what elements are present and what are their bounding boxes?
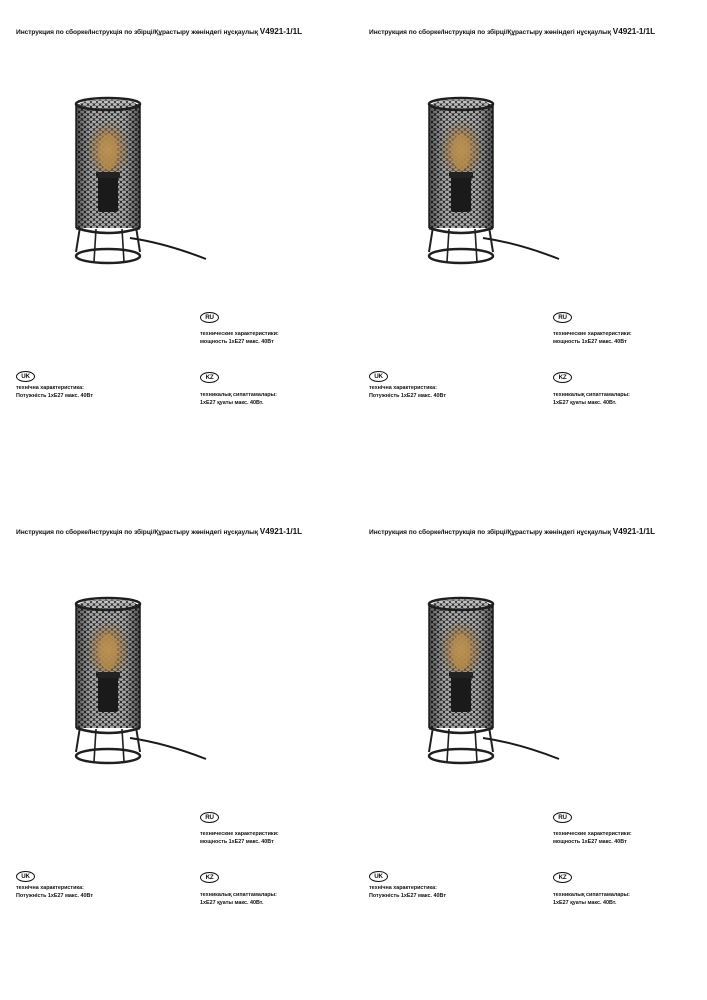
uk-spec-power: Потужність 1хЕ27 макс. 40Вт — [16, 392, 93, 399]
title-text: Инструкция по сборке/Інструкція по збірці/Құрастыру жөніндегі нұсқаулық — [369, 529, 613, 536]
uk-spec-heading: технічна характеристика: — [369, 385, 437, 391]
ru-specs — [200, 831, 279, 846]
uk-specs — [16, 885, 93, 900]
lamp-product-image — [58, 592, 208, 782]
ru-spec-power: мощность 1хЕ27 макс. 40Вт — [553, 338, 627, 345]
kz-spec-power: 1хЕ27 қуаты макс. 40Вт. — [553, 899, 617, 906]
uk-specs — [369, 885, 446, 900]
ru-spec-heading: технические характеристики: — [553, 831, 632, 837]
ru-specs — [553, 831, 632, 846]
title-text: Инструкция по сборке/Інструкція по збірці/Құрастыру жөніндегі нұсқаулық — [369, 29, 613, 36]
kz-language-badge: KZ — [553, 372, 572, 383]
panel-title — [16, 27, 302, 36]
model-number: V4921-1/1L — [259, 27, 303, 36]
uk-spec-power: Потужність 1хЕ27 макс. 40Вт — [16, 892, 93, 899]
uk-spec-power: Потужність 1хЕ27 макс. 40Вт — [369, 392, 446, 399]
kz-specs — [200, 892, 277, 907]
ru-spec-power: мощность 1хЕ27 макс. 40Вт — [200, 338, 274, 345]
uk-spec-heading: технічна характеристика: — [369, 885, 437, 891]
kz-spec-heading: техникалық сипаттамалары: — [553, 892, 630, 898]
uk-specs — [16, 385, 93, 400]
ru-language-badge: RU — [553, 812, 572, 823]
ru-spec-power: мощность 1хЕ27 макс. 40Вт — [553, 838, 627, 845]
panel-title — [369, 527, 655, 536]
uk-language-badge: UK — [16, 871, 35, 882]
ru-specs — [200, 331, 279, 346]
ru-spec-heading: технические характеристики: — [200, 831, 279, 837]
uk-spec-heading: технічна характеристика: — [16, 385, 84, 391]
ru-spec-heading: технические характеристики: — [553, 331, 632, 337]
kz-language-badge: KZ — [200, 872, 219, 883]
kz-specs — [200, 392, 277, 407]
model-number: V4921-1/1L — [612, 27, 656, 36]
instruction-panel — [0, 500, 353, 1000]
uk-spec-heading: технічна характеристика: — [16, 885, 84, 891]
uk-language-badge: UK — [369, 371, 388, 382]
kz-specs — [553, 892, 630, 907]
title-text: Инструкция по сборке/Інструкція по збірці/Құрастыру жөніндегі нұсқаулық — [16, 29, 260, 36]
instruction-panel — [353, 500, 706, 1000]
kz-spec-power: 1хЕ27 қуаты макс. 40Вт. — [200, 399, 264, 406]
kz-spec-power: 1хЕ27 қуаты макс. 40Вт. — [200, 899, 264, 906]
panel-title — [16, 527, 302, 536]
model-number: V4921-1/1L — [259, 527, 303, 536]
kz-spec-power: 1хЕ27 қуаты макс. 40Вт. — [553, 399, 617, 406]
uk-language-badge: UK — [369, 871, 388, 882]
title-text: Инструкция по сборке/Інструкція по збірці/Құрастыру жөніндегі нұсқаулық — [16, 529, 260, 536]
ru-spec-power: мощность 1хЕ27 макс. 40Вт — [200, 838, 274, 845]
lamp-product-image — [411, 92, 561, 282]
model-number: V4921-1/1L — [612, 527, 656, 536]
kz-specs — [553, 392, 630, 407]
ru-language-badge: RU — [553, 312, 572, 323]
panel-title — [369, 27, 655, 36]
kz-spec-heading: техникалық сипаттамалары: — [200, 892, 277, 898]
instruction-panel — [0, 0, 353, 500]
ru-language-badge: RU — [200, 812, 219, 823]
ru-spec-heading: технические характеристики: — [200, 331, 279, 337]
uk-specs — [369, 385, 446, 400]
kz-spec-heading: техникалық сипаттамалары: — [553, 392, 630, 398]
uk-spec-power: Потужність 1хЕ27 макс. 40Вт — [369, 892, 446, 899]
kz-language-badge: KZ — [200, 372, 219, 383]
lamp-product-image — [411, 592, 561, 782]
instruction-panel — [353, 0, 706, 500]
ru-language-badge: RU — [200, 312, 219, 323]
uk-language-badge: UK — [16, 371, 35, 382]
lamp-product-image — [58, 92, 208, 282]
kz-language-badge: KZ — [553, 872, 572, 883]
kz-spec-heading: техникалық сипаттамалары: — [200, 392, 277, 398]
ru-specs — [553, 331, 632, 346]
